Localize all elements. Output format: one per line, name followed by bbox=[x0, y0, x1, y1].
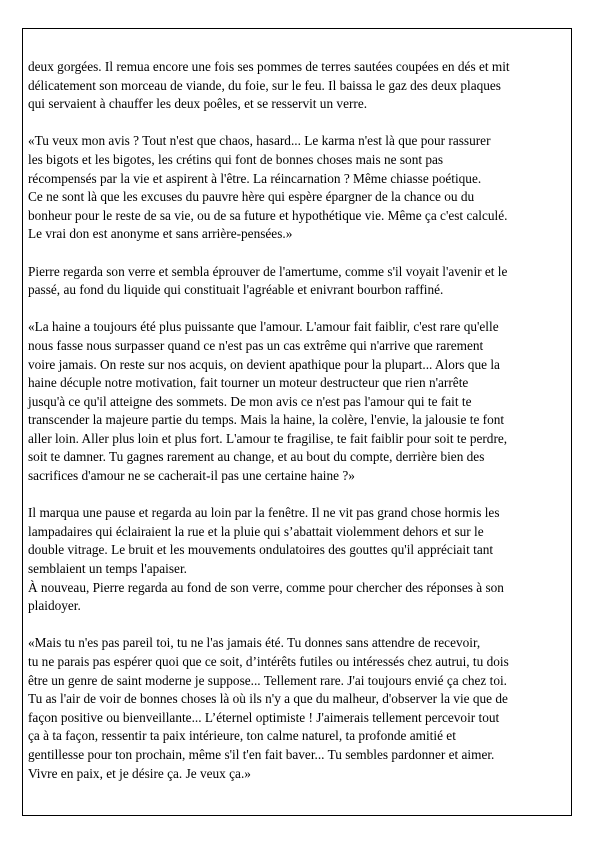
paragraph bbox=[28, 58, 574, 114]
text-line: aller loin. Aller plus loin et plus fort. L'amour te fragilise, te fait faiblir pour soit te perdre, bbox=[28, 430, 508, 446]
text-line: lampadaires qui éclairaient la rue et la pluie qui s’abattait violemment dehors et sur le bbox=[28, 523, 484, 539]
text-line: délicatement son morceau de viande, du foie, sur le feu. Il baissa le gaz des deux plaques bbox=[28, 77, 501, 93]
text-line: Tu as l'air de voir de bonnes choses là où ils n'y a que du malheur, d'observer la vie que de bbox=[28, 691, 508, 707]
text-line: Vivre en paix, et je désire ça. Je veux ça.» bbox=[28, 765, 251, 781]
text-line: Le vrai don est anonyme et sans arrière-pensées.» bbox=[28, 226, 293, 242]
text-line: qui servaient à chauffer les deux poêles, et se resservit un verre. bbox=[28, 96, 368, 112]
text-line: À nouveau, Pierre regarda au fond de son verre, comme pour chercher des réponses à son bbox=[28, 579, 504, 595]
text-line: bonheur pour le reste de sa vie, ou de sa future et hypothétique vie. Même ça c'est calculé. bbox=[28, 207, 508, 223]
text-line: plaidoyer. bbox=[28, 598, 81, 614]
text-line: tu ne parais pas espérer quoi que ce soit, d’intérêts futiles ou intéressés chez autrui, tu dois bbox=[28, 654, 509, 669]
text-line: double vitrage. Le bruit et les mouvements ondulatoires des gouttes qu'il appréciait tant bbox=[28, 542, 494, 558]
text-line: haine décuple notre motivation, fait tourner un moteur destructeur que rien n'arrête bbox=[28, 375, 469, 391]
text-line: «Tu veux mon avis ? Tout n'est que chaos, hasard... Le karma n'est là que pour rassurer bbox=[28, 133, 491, 149]
text-line: ça à ta façon, ressentir ta paix intérieure, ton calme naturel, ta profonde amitié et bbox=[28, 728, 456, 744]
text-line: nous fasse nous surpasser quand ce n'est pas un cas extrême qui n'arrive que rarement bbox=[28, 337, 484, 353]
paragraph bbox=[28, 504, 574, 616]
text-line: sacrifices d'amour ne se cacherait-il pas une certaine haine ?» bbox=[28, 468, 355, 484]
text-line: semblaient un temps l'apaiser. bbox=[28, 561, 187, 577]
text-line: être un genre de saint moderne je suppose... Tellement rare. J'ai toujours envié ça chez toi. bbox=[28, 672, 507, 688]
text-line: façon positive ou bienveillante... L’éternel optimiste ! J'aimerais tellement percevoir tout bbox=[28, 709, 500, 725]
text-line: gentillesse pour ton prochain, même s'il t'en fait baver... Tu sembles pardonner et aimer. bbox=[28, 746, 495, 762]
text-line: Il marqua une pause et regarda au loin par la fenêtre. Il ne vit pas grand chose hormis les bbox=[28, 505, 500, 521]
text-line: jusqu'à ce qu'il atteigne des sommets. De mon avis ce n'est pas l'amour qui te fait te bbox=[28, 393, 472, 409]
text-line: soit te damner. Tu gagnes rarement au change, et au bout du compte, derrière bien des bbox=[28, 449, 485, 465]
paragraph bbox=[28, 132, 574, 244]
document-body bbox=[28, 58, 574, 802]
text-line: deux gorgées. Il remua encore une fois ses pommes de terres sautées coupées en dés et mit bbox=[28, 59, 510, 74]
text-line: récompensés par la vie et aspirent à l'être. La réincarnation ? Même chiasse poétique. bbox=[28, 170, 482, 186]
text-line: Pierre regarda son verre et sembla éprouver de l'amertume, comme s'il voyait l'avenir et le bbox=[28, 263, 508, 279]
text-line: Ce ne sont là que les excuses du pauvre hère qui espère épargner de la chance ou du bbox=[28, 189, 475, 205]
text-line: les bigots et les bigotes, les crétins qui font de bonnes choses mais ne sont pas bbox=[28, 151, 444, 167]
paragraph bbox=[28, 263, 574, 300]
text-line: passé, au fond du liquide qui constituait l'agréable et enivrant bourbon raffiné. bbox=[28, 282, 444, 298]
text-line: voire jamais. On reste sur nos acquis, on devient apathique pour la plupart... Alors que la bbox=[28, 356, 500, 372]
text-line: transcender la majeure partie du temps. Mais la haine, la colère, l'envie, la jalousie te font bbox=[28, 412, 505, 428]
text-line: «La haine a toujours été plus puissante que l'amour. L'amour fait faiblir, c'est rare qu'elle bbox=[28, 319, 499, 335]
paragraph bbox=[28, 634, 574, 783]
text-line: «Mais tu n'es pas pareil toi, tu ne l'as jamais été. Tu donnes sans attendre de recevoir, bbox=[28, 635, 481, 651]
paragraph bbox=[28, 318, 574, 485]
